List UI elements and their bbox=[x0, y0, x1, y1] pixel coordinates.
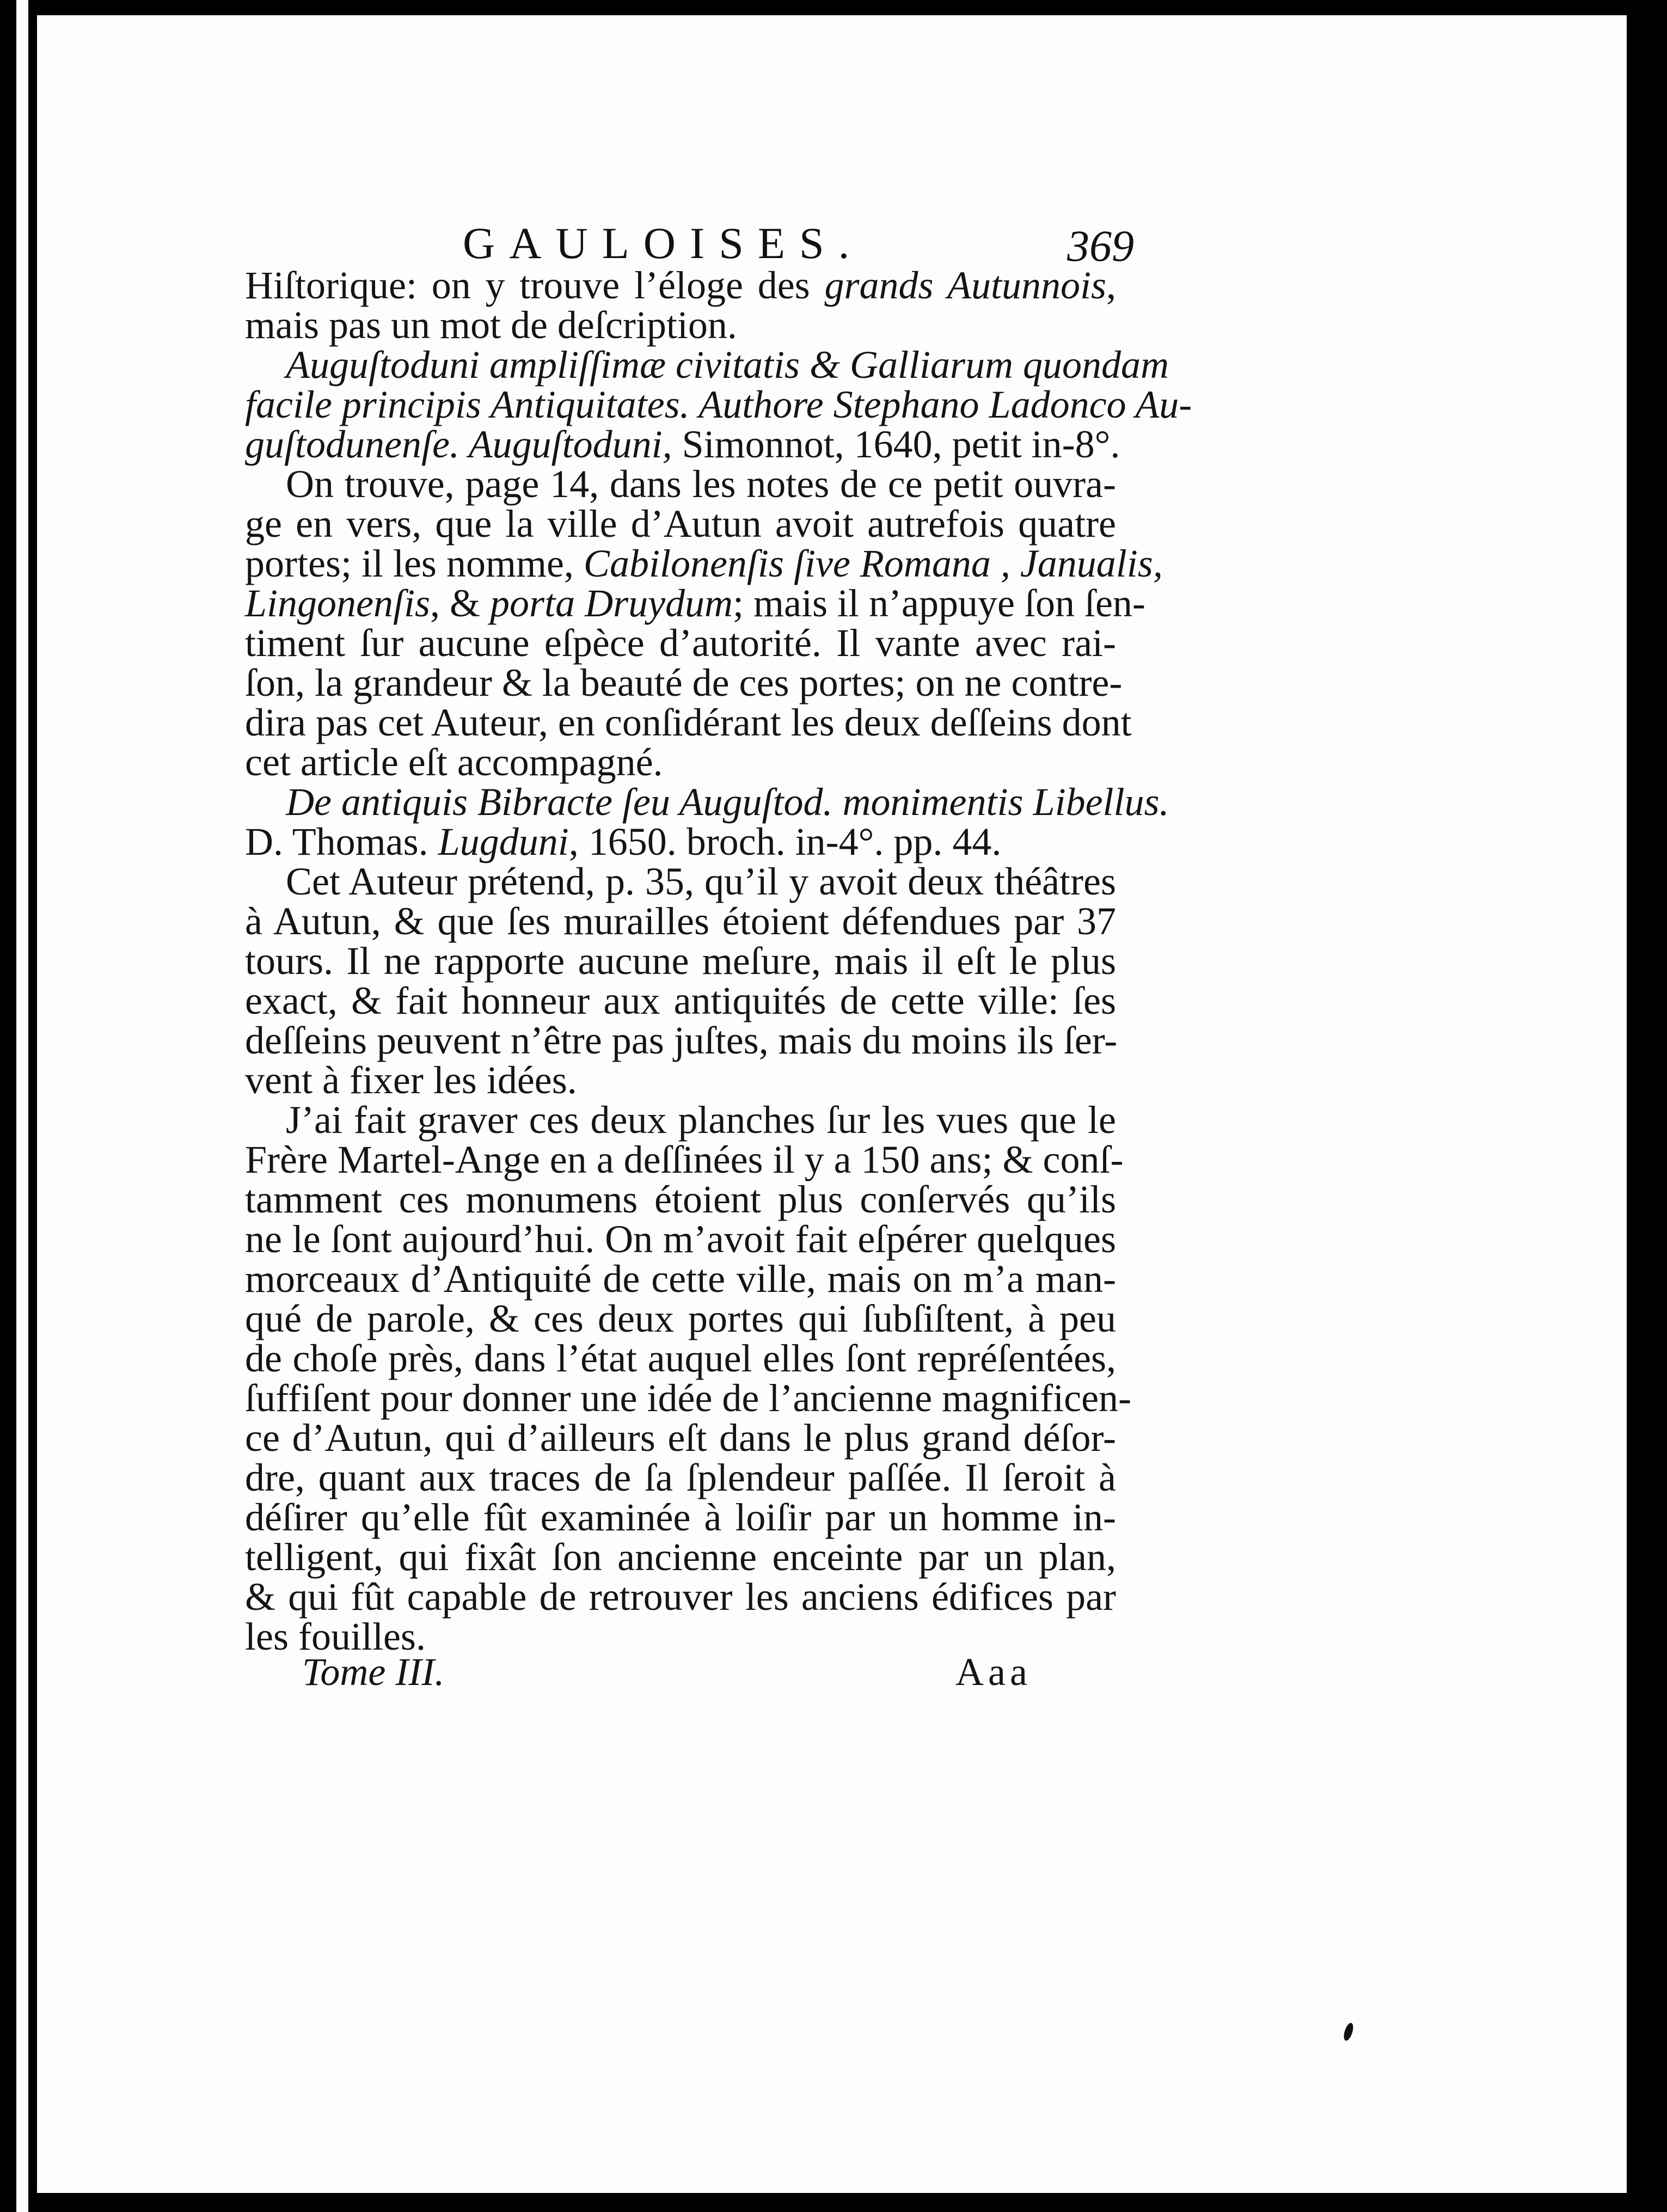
text-line: Cet Auteur prétend, p. 35, qu’il y avoit deux théâtres bbox=[286, 860, 1116, 903]
text-line: Auguſtoduni ampliſſimæ civitatis & Galliarum quondam bbox=[286, 343, 1169, 387]
text-line: cet article eſt accompagné. bbox=[245, 740, 663, 784]
text-line: Frère Martel-Ange en a deſſinées il y a 150 ans; & conſ- bbox=[245, 1138, 1124, 1181]
text-line: portes; il les nomme, Cabilonenſis ſive Romana , Janualis, bbox=[245, 542, 1163, 585]
text-line: de choſe près, dans l’état auquel elles ſont repréſentées, bbox=[245, 1337, 1116, 1380]
text-line: & qui fût capable de retrouver les anciens édifices par bbox=[245, 1575, 1116, 1619]
volume-marker: Tome III. bbox=[302, 1650, 445, 1694]
signature-mark: Aaa bbox=[955, 1650, 1032, 1694]
page-edge-strip bbox=[16, 0, 28, 2212]
text-line: Hiſtorique: on y trouve l’éloge des grands Autunnois, bbox=[245, 264, 1116, 307]
text-line: timent ſur aucune eſpèce d’autorité. Il vante avec rai- bbox=[245, 621, 1116, 665]
text-line: D. Thomas. Lugduni, 1650. broch. in-4°. pp. 44. bbox=[245, 820, 1002, 863]
text-line: ſon, la grandeur & la beauté de ces portes; on ne contre- bbox=[245, 661, 1123, 704]
text-line: Lingonenſis, & porta Druydum; mais il n’appuye ſon ſen- bbox=[245, 581, 1145, 625]
text-line: les fouilles. bbox=[245, 1615, 426, 1658]
text-line: déſirer qu’elle fût examinée à loiſir par un homme in- bbox=[245, 1496, 1116, 1539]
text-line: deſſeins peuvent n’être pas juſtes, mais du moins ils ſer- bbox=[245, 1019, 1118, 1062]
text-line: guſtodunenſe. Auguſtoduni, Simonnot, 1640, petit in-8°. bbox=[245, 422, 1120, 466]
text-line: J’ai fait graver ces deux planches ſur les vues que le bbox=[286, 1098, 1116, 1142]
running-title: GAULOISES. bbox=[463, 218, 864, 268]
text-line: ce d’Autun, qui d’ailleurs eſt dans le plus grand déſor- bbox=[245, 1416, 1116, 1460]
text-line: qué de parole, & ces deux portes qui ſubſiſtent, à peu bbox=[245, 1297, 1116, 1340]
text-line: facile principis Antiquitates. Authore Stephano Ladonco Au- bbox=[245, 383, 1192, 426]
text-line: vent à fixer les idées. bbox=[245, 1058, 577, 1102]
text-line: dira pas cet Auteur, en conſidérant les deux deſſeins dont bbox=[245, 701, 1132, 744]
text-line: tamment ces monumens étoient plus conſervés qu’ils bbox=[245, 1178, 1116, 1221]
text-line: morceaux d’Antiquité de cette ville, mais on m’a man- bbox=[245, 1257, 1116, 1301]
text-line: dre, quant aux traces de ſa ſplendeur paſſée. Il ſeroit à bbox=[245, 1456, 1116, 1499]
text-line: exact, & fait honneur aux antiquités de cette ville: ſes bbox=[245, 979, 1116, 1022]
text-line: On trouve, page 14, dans les notes de ce petit ouvra- bbox=[286, 462, 1116, 506]
text-line: mais pas un mot de deſcription. bbox=[245, 303, 737, 347]
body-text bbox=[245, 264, 1192, 1658]
text-line: tours. Il ne rapporte aucune meſure, mais il eſt le plus bbox=[245, 939, 1116, 983]
text-line: à Autun, & que ſes murailles étoient défendues par 37 bbox=[245, 899, 1116, 943]
page-number: 369 bbox=[1067, 221, 1134, 271]
text-line: ſuffiſent pour donner une idée de l’ancienne magnificen- bbox=[245, 1376, 1132, 1420]
text-line: telligent, qui fixât ſon ancienne enceinte par un plan, bbox=[245, 1535, 1116, 1579]
text-line: De antiquis Bibracte ſeu Auguſtod. monimentis Libellus. bbox=[286, 780, 1169, 824]
text-line: ne le ſont aujourd’hui. On m’avoit fait eſpérer quelques bbox=[245, 1217, 1116, 1261]
text-line: ge en vers, que la ville d’Autun avoit autrefois quatre bbox=[245, 502, 1116, 546]
